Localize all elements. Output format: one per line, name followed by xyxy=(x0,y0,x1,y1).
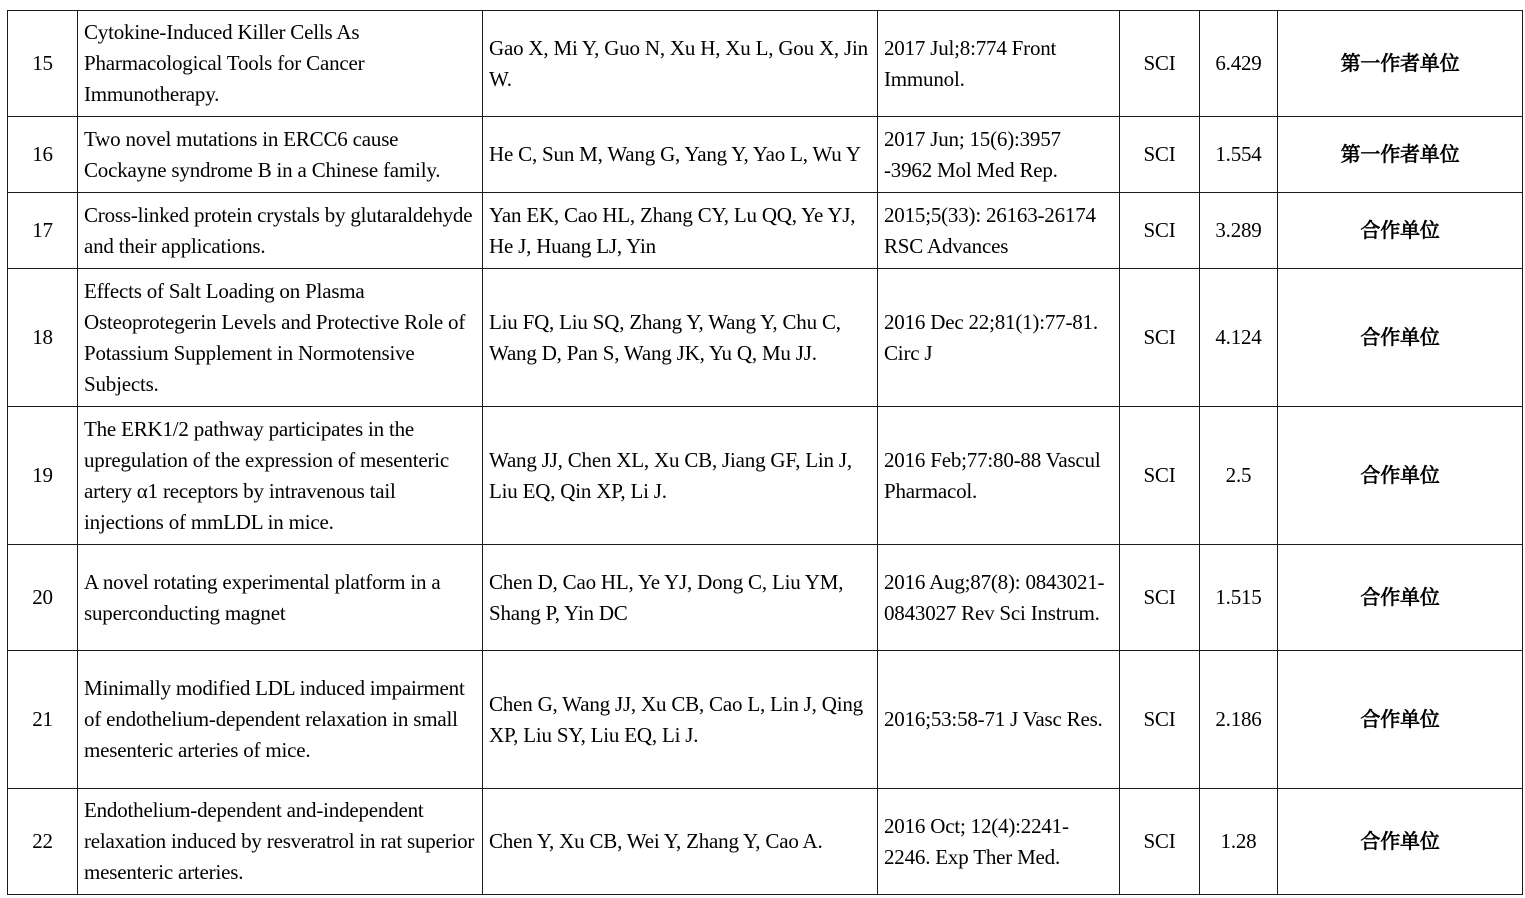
impact-factor: 3.289 xyxy=(1200,193,1278,269)
authors: Chen D, Cao HL, Ye YJ, Dong C, Liu YM, Shang P, Yin DC xyxy=(483,545,878,651)
affiliation-role: 第一作者单位 xyxy=(1278,117,1523,193)
table-row xyxy=(8,789,1523,895)
impact-factor: 1.28 xyxy=(1200,789,1278,895)
affiliation-role: 合作单位 xyxy=(1278,789,1523,895)
index-type: SCI xyxy=(1120,11,1200,117)
table-row xyxy=(8,117,1523,193)
impact-factor: 1.515 xyxy=(1200,545,1278,651)
impact-factor: 4.124 xyxy=(1200,269,1278,407)
impact-factor: 2.186 xyxy=(1200,651,1278,789)
table-row xyxy=(8,269,1523,407)
affiliation-role: 合作单位 xyxy=(1278,651,1523,789)
affiliation-role: 合作单位 xyxy=(1278,193,1523,269)
index-type: SCI xyxy=(1120,193,1200,269)
journal-info: 2017 Jun; 15(6):3957 -3962 Mol Med Rep. xyxy=(878,117,1120,193)
paper-title: Endothelium-dependent and-independent relaxation induced by resveratrol in rat superior mesenteric arteries. xyxy=(78,789,483,895)
impact-factor: 2.5 xyxy=(1200,407,1278,545)
row-number: 16 xyxy=(8,117,78,193)
authors: Chen Y, Xu CB, Wei Y, Zhang Y, Cao A. xyxy=(483,789,878,895)
row-number: 15 xyxy=(8,11,78,117)
journal-info: 2016 Oct; 12(4):2241-2246. Exp Ther Med. xyxy=(878,789,1120,895)
paper-title: Cross-linked protein crystals by glutaraldehyde and their applications. xyxy=(78,193,483,269)
paper-title: Minimally modified LDL induced impairment of endothelium-dependent relaxation in small mesenteric arteries of mice. xyxy=(78,651,483,789)
row-number: 17 xyxy=(8,193,78,269)
affiliation-role: 合作单位 xyxy=(1278,269,1523,407)
journal-info: 2016 Aug;87(8): 0843021-0843027 Rev Sci Instrum. xyxy=(878,545,1120,651)
paper-title: A novel rotating experimental platform in a superconducting magnet xyxy=(78,545,483,651)
paper-title: Two novel mutations in ERCC6 cause Cockayne syndrome B in a Chinese family. xyxy=(78,117,483,193)
authors: He C, Sun M, Wang G, Yang Y, Yao L, Wu Y xyxy=(483,117,878,193)
affiliation-role: 合作单位 xyxy=(1278,545,1523,651)
table-row xyxy=(8,193,1523,269)
row-number: 19 xyxy=(8,407,78,545)
table-row xyxy=(8,407,1523,545)
impact-factor: 6.429 xyxy=(1200,11,1278,117)
journal-info: 2016 Dec 22;81(1):77-81. Circ J xyxy=(878,269,1120,407)
journal-info: 2016;53:58-71 J Vasc Res. xyxy=(878,651,1120,789)
affiliation-role: 第一作者单位 xyxy=(1278,11,1523,117)
index-type: SCI xyxy=(1120,407,1200,545)
affiliation-role: 合作单位 xyxy=(1278,407,1523,545)
table-row xyxy=(8,11,1523,117)
row-number: 20 xyxy=(8,545,78,651)
row-number: 21 xyxy=(8,651,78,789)
journal-info: 2016 Feb;77:80-88 Vascul Pharmacol. xyxy=(878,407,1120,545)
index-type: SCI xyxy=(1120,117,1200,193)
authors: Liu FQ, Liu SQ, Zhang Y, Wang Y, Chu C, Wang D, Pan S, Wang JK, Yu Q, Mu JJ. xyxy=(483,269,878,407)
journal-info: 2015;5(33): 26163-26174 RSC Advances xyxy=(878,193,1120,269)
authors: Gao X, Mi Y, Guo N, Xu H, Xu L, Gou X, Jin W. xyxy=(483,11,878,117)
index-type: SCI xyxy=(1120,651,1200,789)
index-type: SCI xyxy=(1120,789,1200,895)
authors: Wang JJ, Chen XL, Xu CB, Jiang GF, Lin J, Liu EQ, Qin XP, Li J. xyxy=(483,407,878,545)
publication-table xyxy=(7,10,1523,895)
table-row xyxy=(8,651,1523,789)
row-number: 22 xyxy=(8,789,78,895)
impact-factor: 1.554 xyxy=(1200,117,1278,193)
paper-title: The ERK1/2 pathway participates in the upregulation of the expression of mesenteric artery α1 receptors by intravenous tail injections of mmLDL in mice. xyxy=(78,407,483,545)
paper-title: Effects of Salt Loading on Plasma Osteoprotegerin Levels and Protective Role of Potassium Supplement in Normotensive Subjects. xyxy=(78,269,483,407)
row-number: 18 xyxy=(8,269,78,407)
table-row xyxy=(8,545,1523,651)
authors: Yan EK, Cao HL, Zhang CY, Lu QQ, Ye YJ, He J, Huang LJ, Yin xyxy=(483,193,878,269)
index-type: SCI xyxy=(1120,269,1200,407)
paper-title: Cytokine-Induced Killer Cells As Pharmacological Tools for Cancer Immunotherapy. xyxy=(78,11,483,117)
authors: Chen G, Wang JJ, Xu CB, Cao L, Lin J, Qing XP, Liu SY, Liu EQ, Li J. xyxy=(483,651,878,789)
index-type: SCI xyxy=(1120,545,1200,651)
journal-info: 2017 Jul;8:774 Front Immunol. xyxy=(878,11,1120,117)
